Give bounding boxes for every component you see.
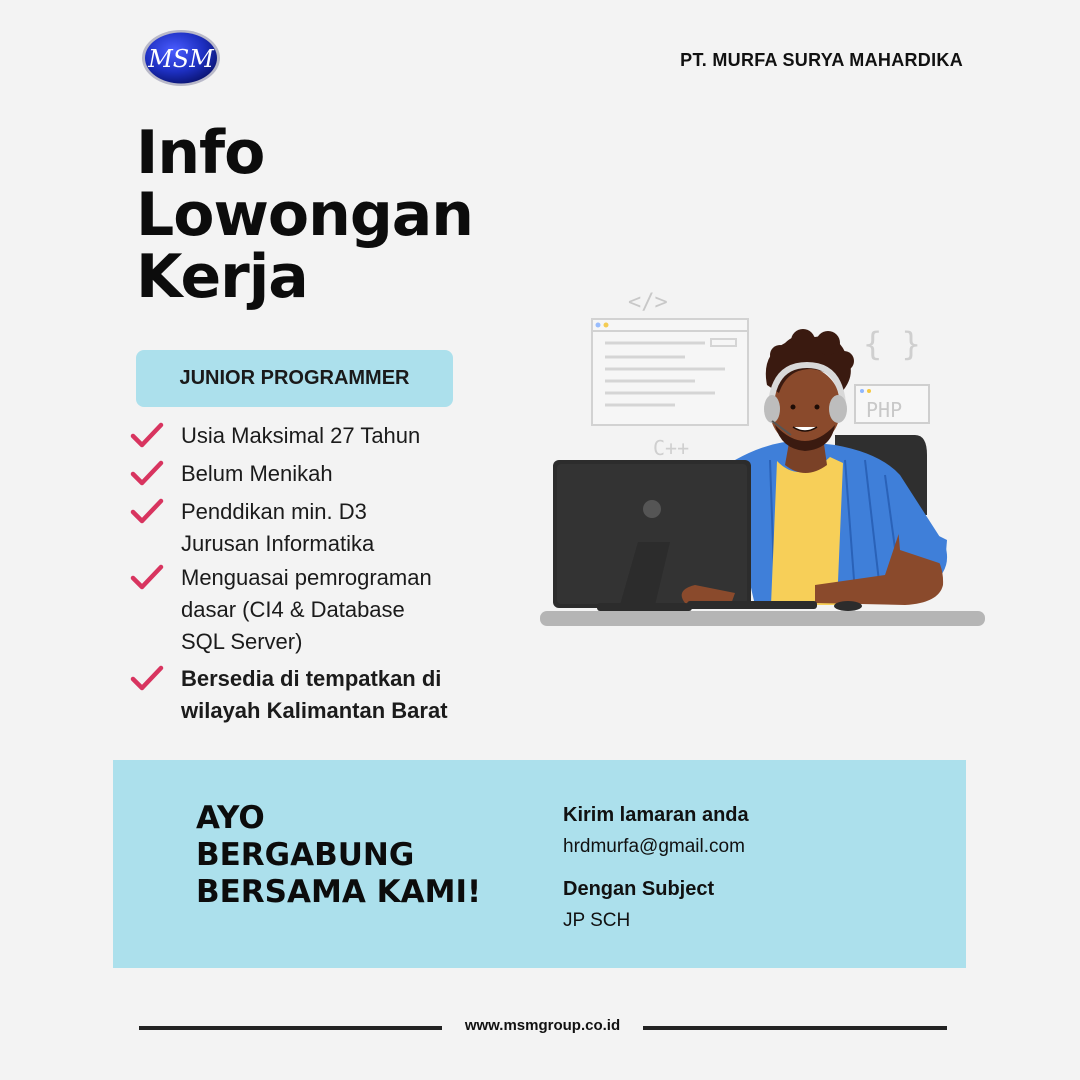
website-link[interactable]: www.msmgroup.co.id	[464, 1017, 621, 1034]
subject-value: JP SCH	[563, 910, 631, 931]
cta-banner	[113, 760, 966, 968]
cpp-icon: C++	[653, 436, 690, 460]
footer-divider-left	[139, 1026, 442, 1030]
cta-title	[196, 800, 481, 911]
requirement-line: Bersedia di tempatkan di	[181, 666, 442, 691]
title-line-2: Lowongan	[136, 180, 473, 250]
code-tag-icon: </>	[628, 290, 668, 315]
cta-line-3: BERSAMA KAMI!	[196, 874, 482, 910]
subject-label: Dengan Subject	[563, 878, 715, 900]
requirement-line: Usia Maksimal 27 Tahun	[181, 423, 421, 448]
email-address[interactable]: hrdmurfa@gmail.com	[563, 836, 745, 857]
php-icon: PHP	[866, 398, 903, 422]
company-logo	[140, 28, 222, 88]
footer-divider-right	[643, 1026, 947, 1030]
requirement-line: wilayah Kalimantan Barat	[181, 698, 448, 723]
code-window-icon	[592, 319, 748, 425]
send-label: Kirim lamaran anda	[563, 804, 749, 826]
title-line-1: Info	[136, 118, 265, 188]
check-icon	[130, 564, 164, 592]
requirement-line: Menguasai pemrograman	[181, 565, 432, 590]
company-name: PT. MURFA SURYA MAHARDIKA	[680, 50, 963, 70]
check-icon	[130, 460, 164, 488]
check-icon	[130, 498, 164, 526]
check-icon	[130, 665, 164, 693]
requirement-line: SQL Server)	[181, 629, 303, 654]
braces-icon: { }	[863, 325, 921, 363]
cta-line-2: BERGABUNG	[196, 837, 415, 873]
contact-info	[563, 802, 749, 934]
page-title	[136, 118, 473, 312]
title-line-3: Kerja	[136, 242, 308, 312]
cta-line-1: AYO	[196, 800, 265, 836]
programmer-illustration	[535, 285, 995, 635]
logo-lettering: MSM	[148, 45, 214, 73]
check-icon	[130, 422, 164, 450]
requirement-line: Belum Menikah	[181, 461, 333, 486]
requirement-line: dasar (CI4 & Database	[181, 597, 405, 622]
position-badge: JUNIOR PROGRAMMER	[136, 350, 453, 407]
requirement-line: Jurusan Informatika	[181, 531, 375, 556]
requirement-line: Penddikan min. D3	[181, 499, 367, 524]
